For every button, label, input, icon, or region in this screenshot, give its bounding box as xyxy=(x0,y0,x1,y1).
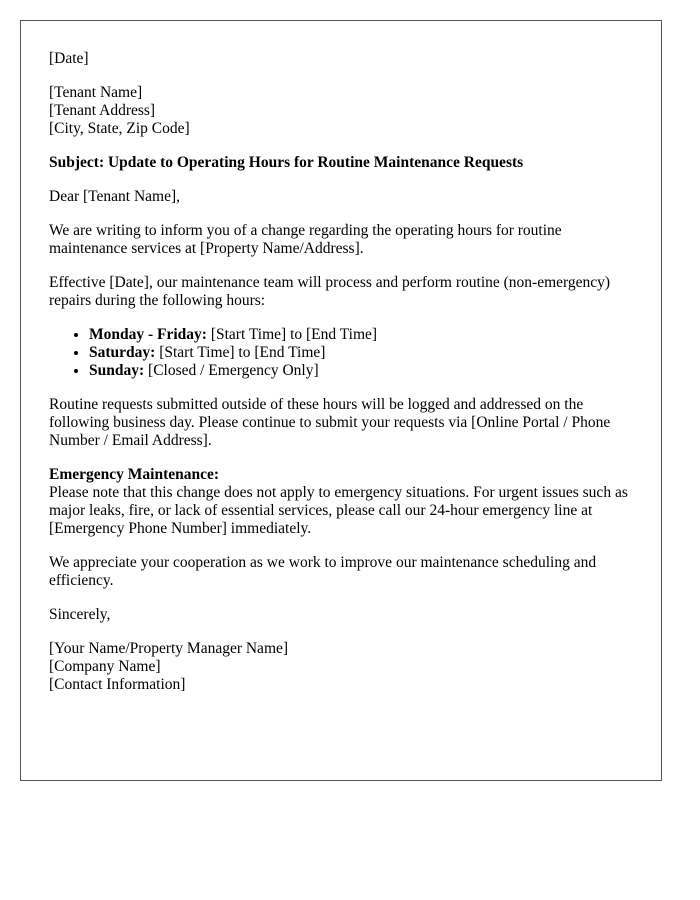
emergency-section xyxy=(49,466,633,538)
intro-paragraph: We are writing to inform you of a change regarding the operating hours for routine maintenance services at [Property Name/Address]. xyxy=(49,222,562,257)
recipient-address: [Tenant Address] xyxy=(49,102,156,119)
hours-list xyxy=(49,326,633,380)
recipient-city-state-zip: [City, State, Zip Code] xyxy=(49,120,190,137)
hours-time: [Start Time] to [End Time] xyxy=(210,326,378,343)
sign-off: Sincerely, xyxy=(49,606,111,623)
signature-company: [Company Name] xyxy=(49,658,161,675)
signature-block xyxy=(49,640,633,694)
emergency-body: Please note that this change does not apply to emergency situations. For urgent issues such as major leaks, fire, or lack of essential services, please call our 24-hour emergency line at [Emergency Phone Number] immediately. xyxy=(49,484,628,537)
hours-item-saturday xyxy=(89,344,633,362)
signature-contact: [Contact Information] xyxy=(49,676,186,693)
letter-date: [Date] xyxy=(49,50,89,67)
hours-item-sunday xyxy=(89,362,633,380)
salutation: Dear [Tenant Name], xyxy=(49,188,181,205)
hours-day-label: Monday - Friday: xyxy=(89,326,207,343)
recipient-block xyxy=(49,84,633,138)
closing-paragraph: We appreciate your cooperation as we work to improve our maintenance scheduling and efficiency. xyxy=(49,554,597,589)
hours-time: [Start Time] to [End Time] xyxy=(159,344,326,361)
subject-line: Subject: Update to Operating Hours for Routine Maintenance Requests xyxy=(49,154,524,171)
outside-hours-paragraph: Routine requests submitted outside of these hours will be logged and addressed on the following business day. Please continue to submit your requests via [Online Portal / Phone Number / Email Address]. xyxy=(49,396,611,449)
hours-item-weekdays xyxy=(89,326,633,344)
hours-day-label: Sunday: xyxy=(89,362,145,379)
hours-time: [Closed / Emergency Only] xyxy=(148,362,319,379)
recipient-name: [Tenant Name] xyxy=(49,84,143,101)
hours-day-label: Saturday: xyxy=(89,344,156,361)
signature-name: [Your Name/Property Manager Name] xyxy=(49,640,289,657)
emergency-heading: Emergency Maintenance: xyxy=(49,466,220,483)
letter-page xyxy=(20,20,662,781)
effective-paragraph: Effective [Date], our maintenance team will process and perform routine (non-emergency) repairs during the following hours: xyxy=(49,274,611,309)
